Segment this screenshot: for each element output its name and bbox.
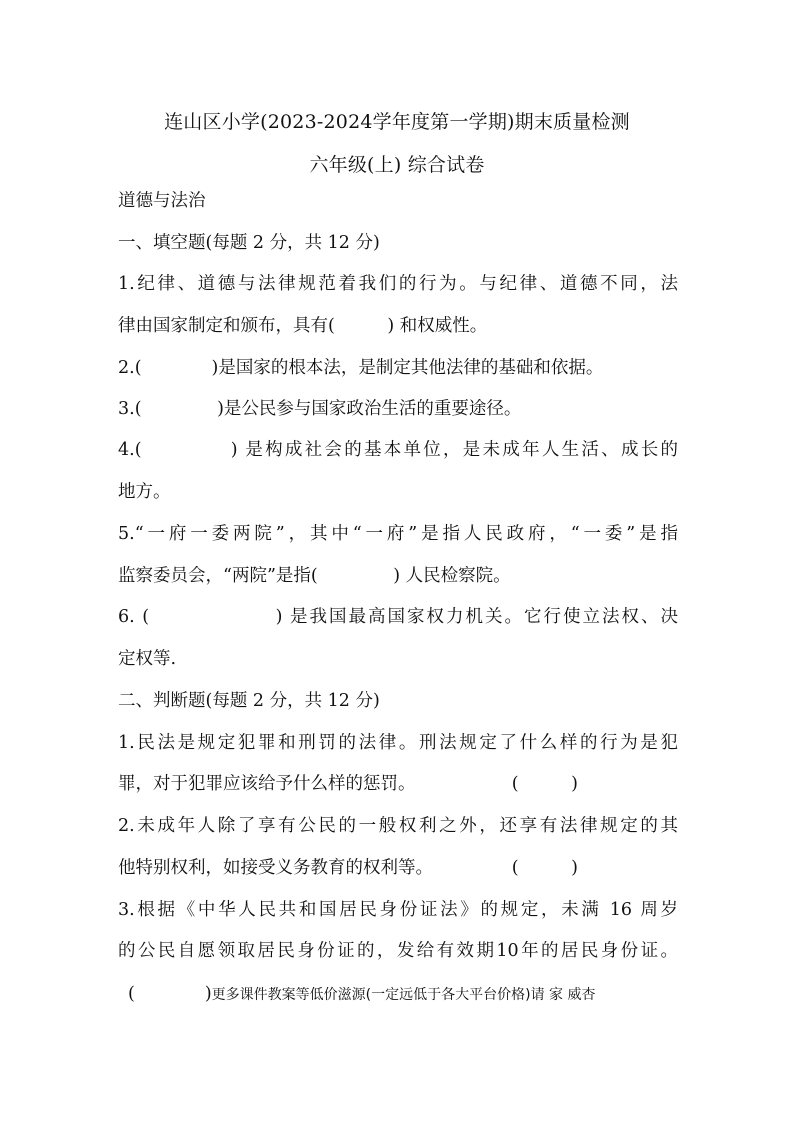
section1-heading: 一、填空题(每题 2 分，共 12 分) [118, 233, 380, 253]
question-line: 5.“一府一委两院”，其中“一府”是指人民政府，“一委”是指 [118, 524, 678, 544]
question-line: 3.( )是公民参与国家政治生活的重要途径。 [118, 399, 522, 419]
question-line: 地方。 [118, 482, 171, 502]
question-line: 2.( )是国家的根本法，是制定其他法律的基础和依据。 [118, 358, 604, 378]
question-line: 的公民自愿领取居民身份证的，发给有效期10年的居民身份证。 [118, 941, 678, 961]
footer-line [128, 982, 595, 1007]
question-line: 1.民法是规定犯罪和刑罚的法律。刑法规定了什么样的行为是犯 [118, 733, 678, 753]
question-line: 定权等. [118, 649, 177, 669]
subject-label: 道德与法治 [118, 191, 206, 211]
question-line: 1.纪律、道德与法律规范着我们的行为。与纪律、道德不同，法 [118, 274, 678, 294]
question-line: 罪，对于犯罪应该给予什么样的惩罚。 ( ) [118, 774, 578, 794]
question-line: 监察委员会，“两院”是指( ) 人民检察院。 [118, 566, 511, 586]
section2-heading: 二、判断题(每题 2 分，共 12 分) [118, 691, 380, 711]
question-line: 3.根据《中华人民共和国居民身份证法》的规定，未满 16 周岁 [118, 900, 678, 920]
answer-bracket: ( ) [128, 984, 212, 1004]
question-line: 4.( ) 是构成社会的基本单位，是未成年人生活、成长的 [118, 440, 678, 460]
question-line: 2.未成年人除了享有公民的一般权利之外，还享有法律规定的其 [118, 816, 678, 836]
question-line: 他特别权利，如接受义务教育的权利等。 ( ) [118, 858, 578, 878]
footer-note: 更多课件教案等低价滋源(一定远低于各大平台价格)请 家 威杏 [211, 987, 596, 1003]
exam-subtitle: 六年级(上) 综合试卷 [309, 154, 485, 176]
exam-title: 连山区小学(2023-2024学年度第一学期)期末质量检测 [164, 111, 630, 133]
question-line: 6. ( ) 是我国最高国家权力机关。它行使立法权、决 [118, 607, 678, 627]
question-line: 律由国家制定和颁布，具有( ) 和权威性。 [118, 316, 488, 336]
